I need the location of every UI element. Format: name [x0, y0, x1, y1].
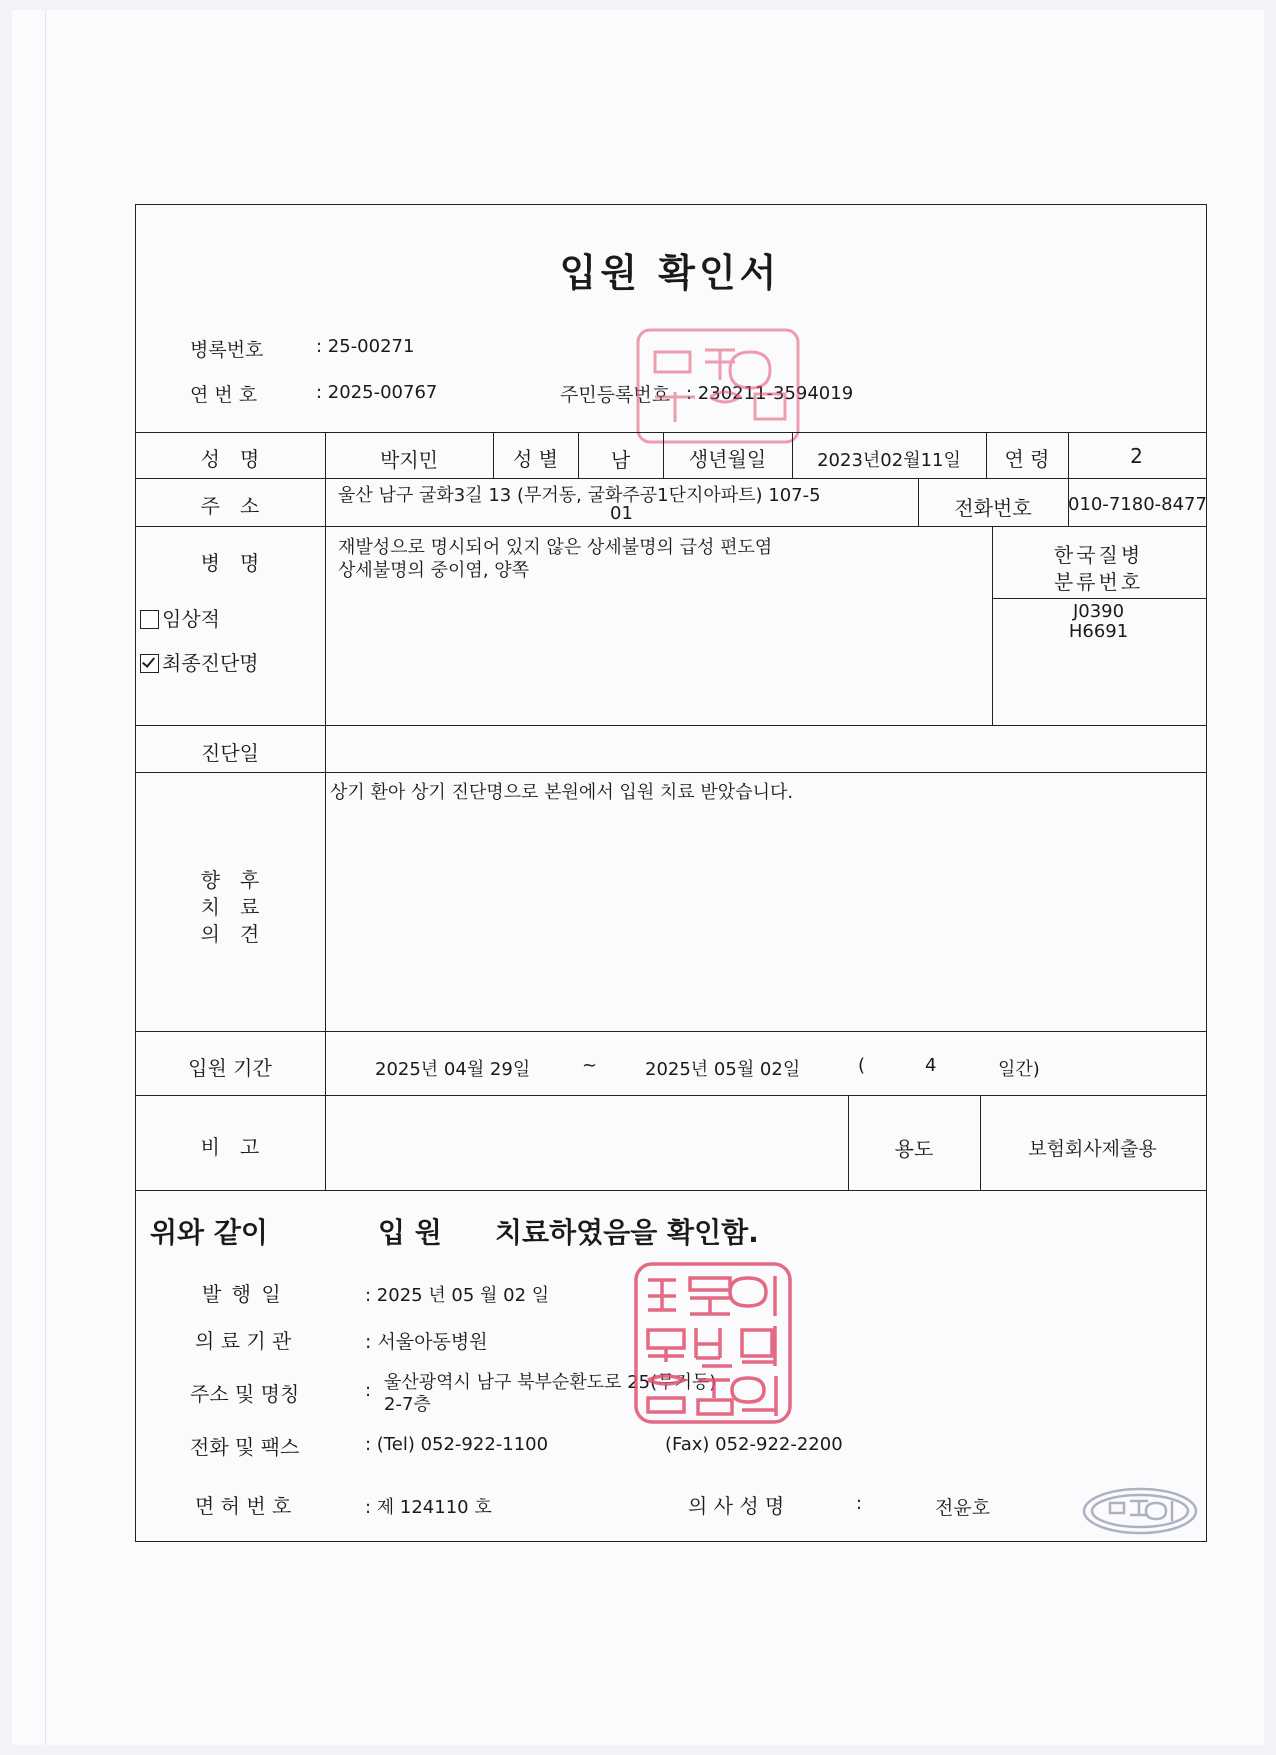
- period-label: 입원 기간: [188, 1056, 272, 1080]
- tel-fax-label: 전화 및 팩스: [190, 1435, 300, 1459]
- issue-date-value: : 2025 년 05 월 02 일: [365, 1285, 550, 1306]
- hospital-seal: [630, 1258, 798, 1430]
- address-label: 주 소: [200, 494, 260, 518]
- name-label: 성 명: [200, 447, 260, 471]
- diagnosis-date-label: 진단일: [201, 741, 259, 765]
- period-tilde: ~: [582, 1055, 598, 1076]
- patient-age: 2: [1130, 444, 1143, 468]
- license-label: 면 허 번 호: [195, 1494, 292, 1518]
- use-value: 보험회사제출용: [1028, 1138, 1157, 1160]
- confirm-part1: 위와 같이: [150, 1216, 268, 1249]
- opinion-label-2: 치 료: [200, 895, 260, 919]
- address-name-label: 주소 및 명칭: [190, 1382, 300, 1406]
- clinical-option[interactable]: [140, 603, 220, 632]
- period-open-paren: (: [858, 1055, 866, 1076]
- final-label: 최종진단명: [162, 651, 259, 675]
- rrn-value: : 230211-3594019: [686, 383, 854, 404]
- patient-address-line2: 01: [610, 503, 633, 524]
- period-start: 2025년 04월 29일: [375, 1059, 531, 1080]
- age-label: 연 령: [1004, 447, 1050, 471]
- hospital-address-line2: 2-7층: [384, 1394, 431, 1415]
- diagnosis-label: 병 명: [200, 551, 260, 575]
- diagnosis-line1: 재발성으로 명시되어 있지 않은 상세불명의 급성 편도염: [338, 537, 773, 558]
- patient-phone: 010-7180-8477: [1068, 494, 1207, 515]
- opinion-label-1: 향 후: [200, 868, 260, 892]
- opinion-label-3: 의 견: [200, 922, 260, 946]
- opinion-text: 상기 환아 상기 진단명으로 본원에서 입원 치료 받았습니다.: [330, 782, 794, 803]
- code-header-1: 한국질병: [1053, 543, 1144, 567]
- clinical-label: 임상적: [162, 607, 220, 631]
- disease-code-1: J0390: [1072, 601, 1125, 622]
- doctor-name-colon: :: [856, 1493, 863, 1514]
- institution-value: : 서울아동병원: [365, 1331, 488, 1353]
- doctor-stamp: [1080, 1485, 1200, 1537]
- reg-value: : 25-00271: [316, 336, 415, 357]
- period-days: 4: [925, 1055, 937, 1076]
- phone-label: 전화번호: [954, 496, 1032, 520]
- final-option[interactable]: [140, 647, 259, 676]
- serial-label: 연 번 호: [190, 384, 258, 406]
- document-title: 입원 확인서: [559, 251, 781, 295]
- sex-label: 성 별: [513, 447, 558, 471]
- disease-code-2: H6691: [1068, 621, 1129, 642]
- serial-value: : 2025-00767: [316, 382, 438, 403]
- use-label: 용도: [894, 1137, 934, 1161]
- patient-name: 박지민: [380, 448, 438, 472]
- doctor-name: 전윤호: [935, 1497, 991, 1519]
- code-header-2: 분류번호: [1053, 570, 1144, 594]
- rrn-label: 주민등록번호: [560, 384, 671, 406]
- birth-label: 생년월일: [688, 447, 767, 471]
- reg-label: 병록번호: [190, 339, 264, 361]
- address-name-colon: :: [365, 1380, 372, 1401]
- period-days-suffix: 일간): [998, 1059, 1040, 1080]
- final-checkbox[interactable]: [140, 654, 159, 673]
- diagnosis-line2: 상세불명의 중이염, 양쪽: [338, 560, 530, 581]
- license-value: : 제 124110 호: [365, 1497, 492, 1518]
- patient-address-line1: 울산 남구 굴화3길 13 (무거동, 굴화주공1단지아파트) 107-5: [338, 485, 821, 506]
- paper-edge: [45, 10, 46, 1745]
- fax-value: (Fax) 052-922-2200: [665, 1434, 843, 1455]
- institution-label: 의 료 기 관: [195, 1329, 292, 1353]
- issue-date-label: 발 행 일: [202, 1282, 283, 1306]
- period-end: 2025년 05월 02일: [645, 1059, 801, 1080]
- doctor-name-label: 의 사 성 명: [688, 1494, 785, 1518]
- confirm-part2: 입 원: [378, 1216, 442, 1249]
- tel-value: : (Tel) 052-922-1100: [365, 1434, 549, 1455]
- remarks-label: 비 고: [200, 1135, 260, 1159]
- hospital-address-line1: 울산광역시 남구 북부순환도로 25(무거동): [384, 1372, 717, 1393]
- clinical-checkbox[interactable]: [140, 610, 159, 629]
- confirm-part3: 치료하였음을 확인함.: [495, 1216, 759, 1249]
- patient-birth: 2023년02월11일: [817, 450, 961, 471]
- patient-sex: 남: [610, 448, 631, 472]
